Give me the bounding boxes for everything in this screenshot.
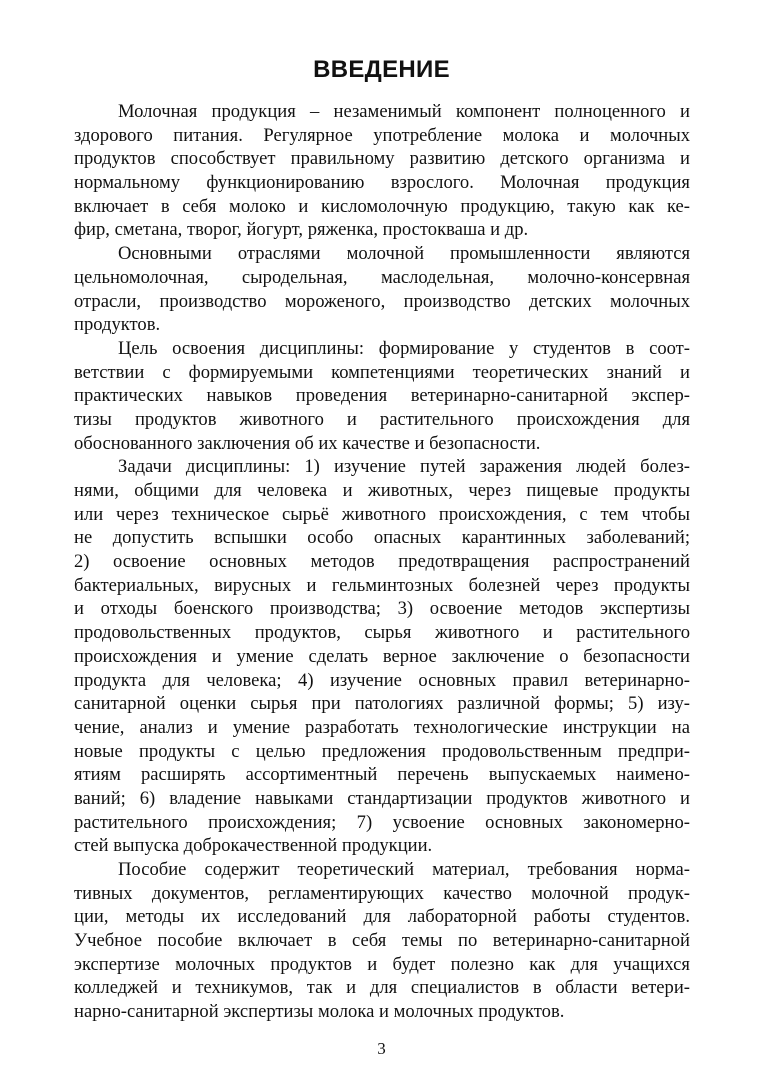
text-line: продовольственных продуктов, сырья животного и растительного [74,622,690,644]
text-line: стей выпуска доброкачественной продукции. [74,835,433,857]
text-line: продукта для человека; 4) изучение основных правил ветеринарно- [74,669,690,691]
body-text [74,100,690,1024]
text-line: растительного происхождения; 7) усвоение основных закономерно- [74,811,690,833]
paragraph-intro [74,100,690,242]
text-line: происхождения и умение сделать верное заключение о безопасности [74,645,690,667]
text-line: Учебное пособие включает в себя темы по ветеринарно-санитарной [74,930,690,952]
text-line: или через техническое сырьё животного происхождения, с тем чтобы [74,503,690,525]
text-line: продуктов способствует правильному развитию детского организма и [74,148,690,170]
text-line: нарно-санитарной экспертизы молока и молочных продуктов. [74,1001,565,1023]
paragraph-goal [74,337,690,455]
text-line: ятиям расширять ассортиментный перечень выпускаемых наимено- [74,764,690,786]
text-line: фир, сметана, творог, йогурт, ряженка, простокваша и др. [74,219,529,241]
text-line: обоснованного заключения об их качестве и безопасности. [74,432,541,454]
text-line: экспертизе молочных продуктов и будет полезно как для учащихся [74,953,690,975]
text-line: колледжей и техникумов, так и для специалистов в области ветери- [74,977,690,999]
text-line: новые продукты с целью предложения продовольственным предпри- [74,740,690,762]
text-line: Пособие содержит теоретический материал, требования норма- [118,859,690,880]
text-line: продуктов. [74,314,161,336]
text-line: тивных документов, регламентирующих качество молочной продук- [74,882,690,904]
text-line: бактериальных, вирусных и гельминтозных болезней через продукты [74,574,690,596]
page-title: ВВЕДЕНИЕ [313,56,450,83]
text-line: ваний; 6) владение навыками стандартизации продуктов животного и [74,787,690,809]
text-line: ции, методы их исследований для лабораторной работы студентов. [74,906,690,928]
text-line: тизы продуктов животного и растительного происхождения для [74,408,690,430]
text-line: 2) освоение основных методов предотвращения распространений [74,551,690,573]
text-line: Цель освоения дисциплины: формирование у студентов в соот- [118,337,690,359]
text-line: Основными отраслями молочной промышленности являются [118,243,690,265]
text-line: и отходы боенского производства; 3) освоение методов экспертизы [74,598,690,620]
text-line: чение, анализ и умение разработать технологические инструкции на [74,716,690,738]
text-line: ветствии с формируемыми компетенциями теоретических знаний и [74,361,690,383]
paragraph-manual [74,858,690,1024]
text-line: здорового питания. Регулярное употребление молока и молочных [74,124,690,146]
text-line: практических навыков проведения ветеринарно-санитарной экспер- [74,385,690,407]
paragraph-tasks [74,455,690,858]
paragraph-industries [74,242,690,337]
text-line: нормальному функционированию взрослого. Молочная продукция [74,172,690,194]
text-line: отрасли, производство мороженого, производство детских молочных [74,290,690,312]
text-line: нями, общими для человека и животных, через пищевые продукты [74,480,690,501]
text-line: Молочная продукция – незаменимый компонент полноценного и [118,101,690,122]
text-line: включает в себя молоко и кисломолочную продукцию, такую как ке- [74,195,690,217]
text-line: не допустить вспышки особо опасных карантинных заболеваний; [74,527,690,549]
text-line: Задачи дисциплины: 1) изучение путей заражения людей болез- [118,456,690,478]
text-line: цельномолочная, сыродельная, маслодельная, молочно-консервная [74,266,690,288]
page-number: 3 [377,1039,386,1058]
text-line: санитарной оценки сырья при патологиях различной формы; 5) изу- [74,693,690,715]
